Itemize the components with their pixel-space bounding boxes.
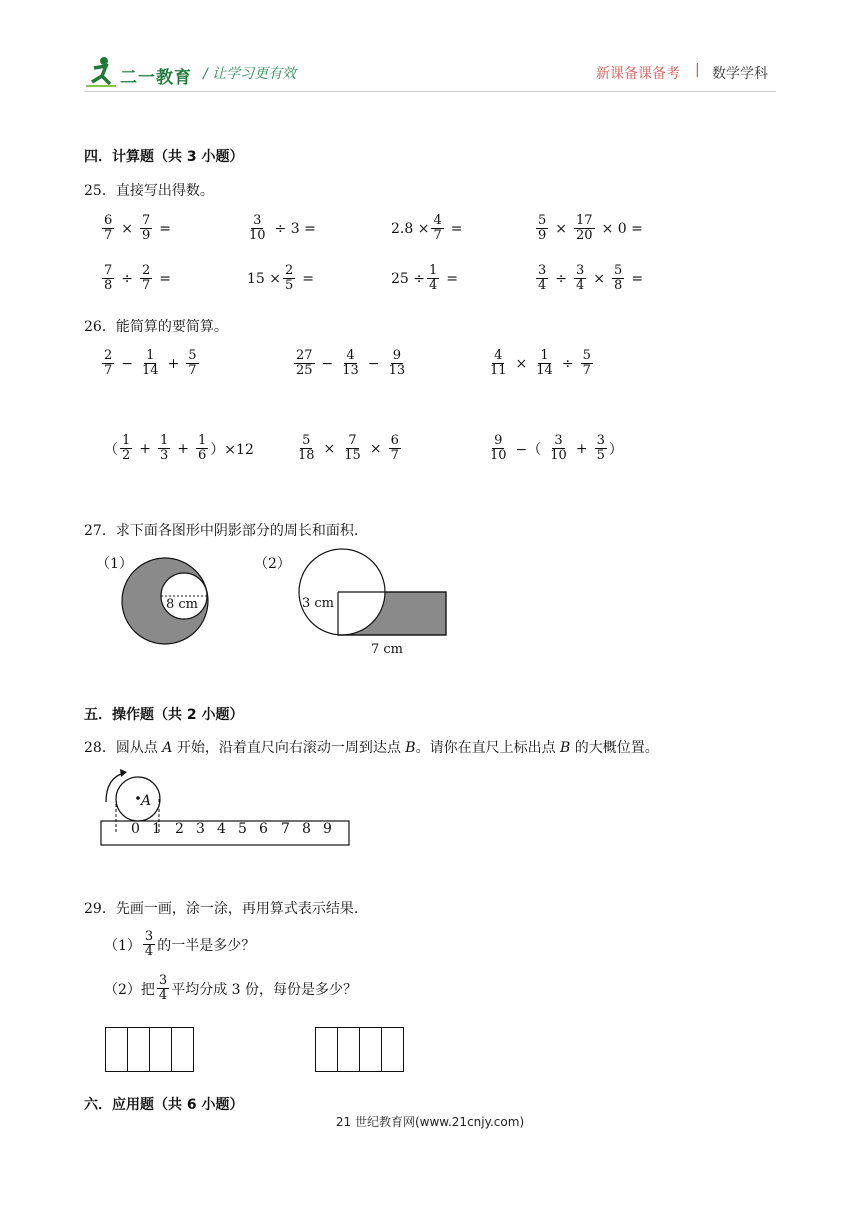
section-title-6: 六．应用题（共 6 小题） (84, 1097, 244, 1113)
calc-25-8: $\frac{3}{4}$ ÷ $\frac{3}{4}$ × $\frac{5}{8}$ = (538, 263, 644, 293)
ruler-tick-1: 1 (152, 821, 161, 837)
figure-2-circle-rectangle (294, 546, 454, 642)
figure-2-bottom-dimension: 7 cm (371, 642, 404, 657)
drawing-grid-2[interactable] (315, 1027, 404, 1072)
calc-25-1: $\frac{6}{7}$ × $\frac{7}{9}$ = (104, 213, 172, 243)
header-divider (84, 91, 776, 92)
ruler-tick-2: 2 (175, 821, 184, 837)
ruler-tick-0: 0 (131, 821, 140, 837)
header (0, 0, 860, 100)
question-28-stem: 28．圆从点 A 开始，沿着直尺向右滚动一周到达点 B。请你在直尺上标出点 B 的大概位置。 (84, 740, 659, 756)
slogan: / 让学习更有效 (203, 66, 297, 82)
section-title-4: 四．计算题（共 3 小题） (84, 149, 244, 165)
header-separator: | (695, 62, 700, 78)
simplify-26-3: $\frac{4}{11}$ × $\frac{1}{14}$ ÷ $\frac{5}{7}$ (490, 348, 591, 378)
simplify-26-5: $\frac{5}{18}$ × $\frac{7}{15}$ × $\frac{6}{7}$ (298, 433, 399, 463)
ruler-tick-4: 4 (217, 821, 226, 837)
simplify-26-1: $\frac{2}{7}$ − $\frac{1}{14}$ + $\frac{5}{7}$ (104, 348, 197, 378)
question-29-stem: 29．先画一画，涂一涂，再用算式表示结果. (84, 901, 359, 917)
header-subject-label: 数学学科 (712, 66, 768, 82)
question-27-stem: 27．求下面各图形中阴影部分的周长和面积. (84, 523, 359, 539)
figure-1-dimension: 8 cm (166, 597, 199, 612)
ruler-tick-7: 7 (281, 821, 290, 837)
calc-25-5: $\frac{7}{8}$ ÷ $\frac{2}{7}$ = (104, 263, 172, 293)
ruler-tick-9: 9 (323, 821, 332, 837)
ruler-tick-3: 3 (196, 821, 205, 837)
footer-source: 21 世纪教育网(www.21cnjy.com) (335, 1115, 525, 1129)
ruler-tick-8: 8 (302, 821, 311, 837)
figure-1-label: （1） (96, 556, 133, 572)
calc-25-3: 2.8 × $\frac{4}{7}$ = (391, 213, 463, 243)
calc-25-4: $\frac{5}{9}$ × $\frac{17}{20}$ × 0 = (538, 213, 643, 243)
point-a-label: A (141, 793, 152, 809)
simplify-26-6: $\frac{9}{10}$ −（ $\frac{3}{10}$ + $\frac{3}{5}$ ） (490, 433, 623, 463)
drawing-grid-1[interactable] (105, 1027, 194, 1072)
calc-25-6: 15 × $\frac{2}{5}$ = (247, 263, 315, 293)
section-title-5: 五．操作题（共 2 小题） (84, 707, 244, 723)
simplify-26-4: （ $\frac{1}{2}$ + $\frac{1}{3}$ + $\frac{1}{6}$ ）×12 (104, 433, 254, 463)
simplify-26-2: $\frac{27}{25}$ − $\frac{4}{13}$ − $\frac{9}{13}$ (296, 348, 406, 378)
question-29-part-2: （2）把 $\frac{3}{4}$ 平均分成 3 份，每份是多少？ (104, 973, 358, 1003)
header-course-label: 新课备课备考 (596, 66, 680, 82)
figure-2-label: （2） (254, 556, 291, 572)
question-29-part-1: （1） $\frac{3}{4}$ 的一半是多少？ (104, 929, 256, 959)
ruler-tick-6: 6 (259, 821, 268, 837)
ruler-tick-5: 5 (238, 821, 247, 837)
calc-25-7: 25 ÷ $\frac{1}{4}$ = (391, 263, 459, 293)
question-26-stem: 26．能简算的要简算。 (84, 319, 228, 335)
runner-logo-icon (84, 56, 118, 88)
question-25-stem: 25．直接写出得数。 (84, 183, 214, 199)
calc-25-2: $\frac{3}{10}$ ÷ 3 = (249, 213, 316, 243)
logo-text: 二一教育 (120, 68, 192, 88)
figure-2-left-dimension: 3 cm (302, 596, 335, 611)
